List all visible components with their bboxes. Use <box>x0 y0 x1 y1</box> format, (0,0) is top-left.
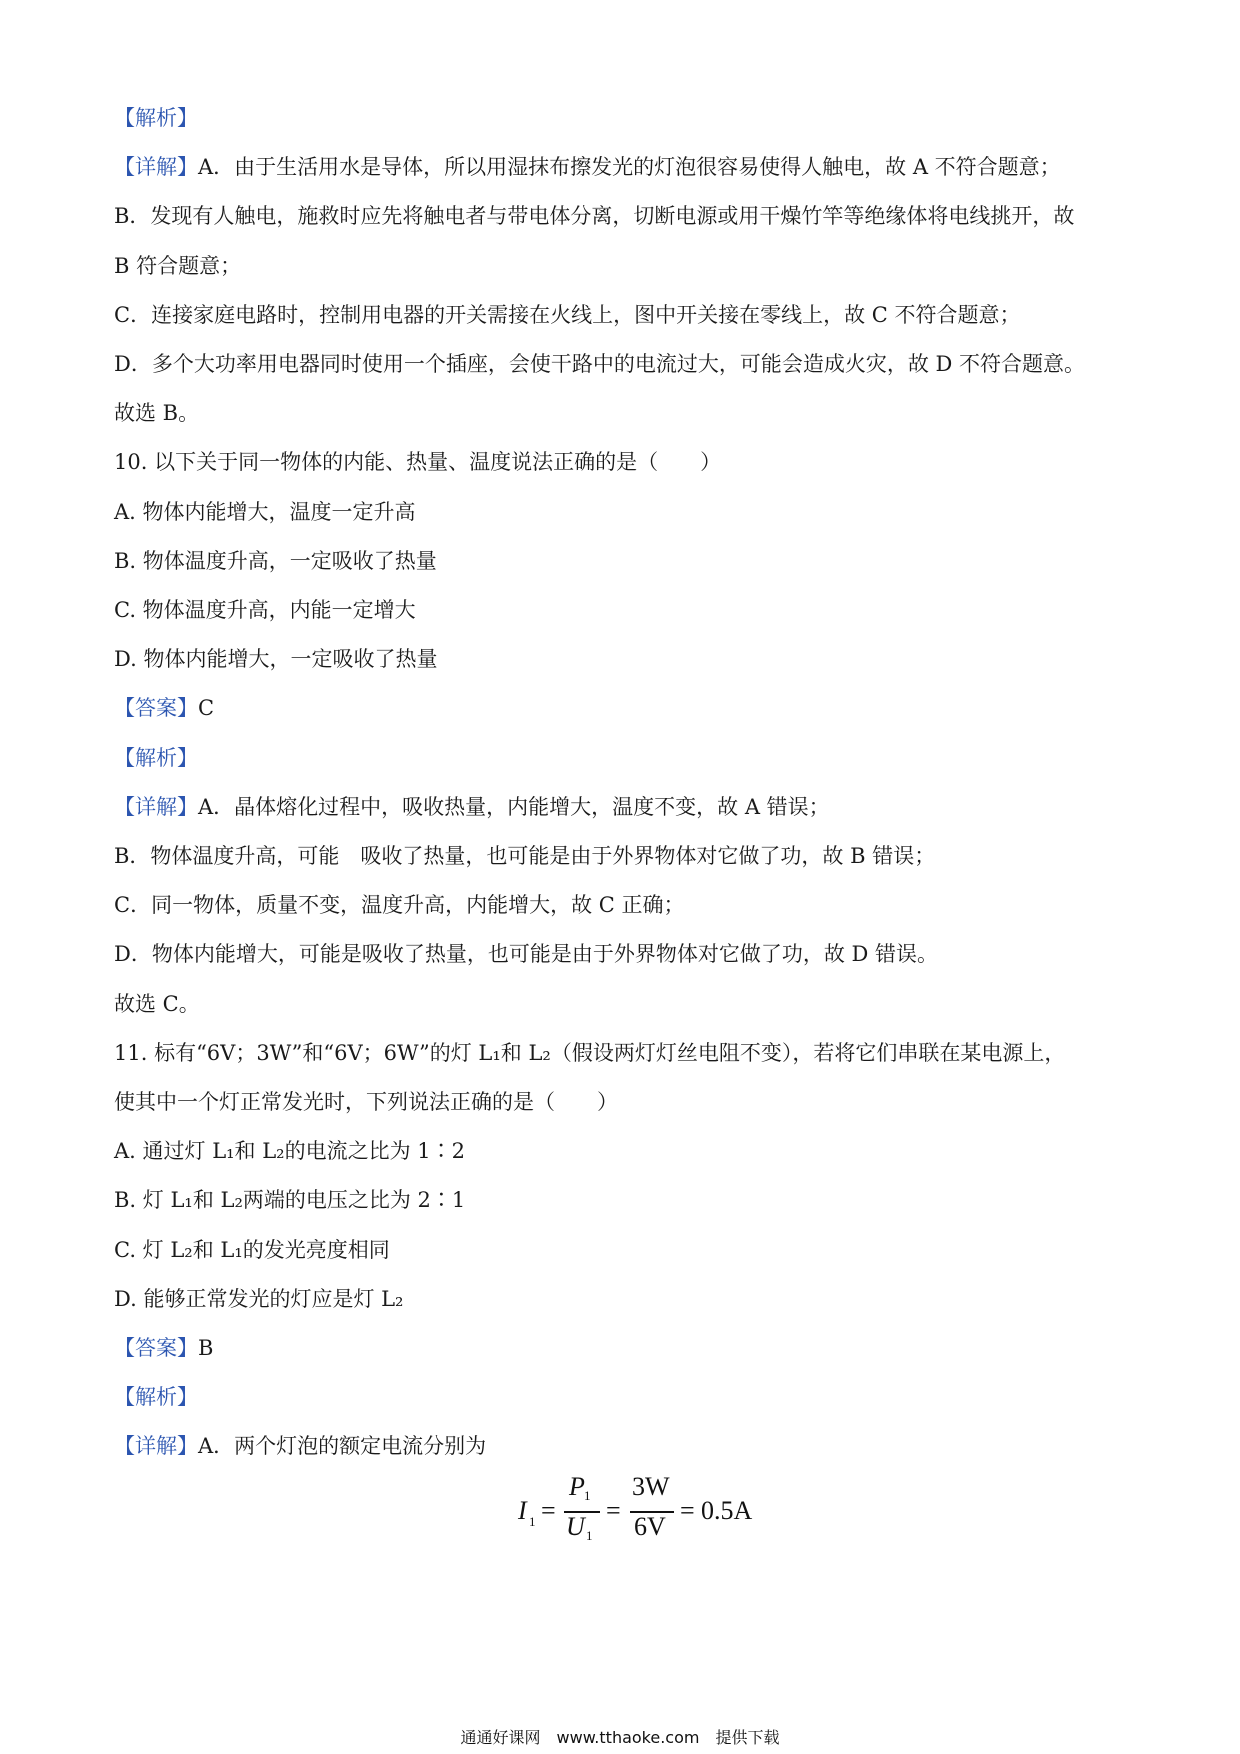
formula-P: P <box>569 1472 585 1501</box>
text-line <box>114 1038 1134 1068</box>
section-label: 【详解】 <box>114 155 198 180</box>
formula-U: U <box>566 1512 585 1541</box>
text-line <box>114 841 1134 871</box>
text-line <box>114 792 1134 822</box>
text-line <box>114 546 1134 576</box>
line-text: C <box>198 696 215 721</box>
text-line <box>114 1235 1134 1265</box>
formula-numerator: 3W <box>632 1472 670 1501</box>
text-line <box>114 743 1134 773</box>
line-text: 使其中一个灯正常发光时，下列说法正确的是（ ） <box>114 1090 618 1114</box>
text-line <box>114 251 1134 281</box>
formula-I-subscript: 1 <box>529 1514 536 1529</box>
line-text: A．晶体熔化过程中，吸收热量，内能增大，温度不变，故 A 错误； <box>198 794 830 819</box>
line-text: B．物体温度升高，可能 吸收了热量，也可能是由于外界物体对它做了功，故 B 错误； <box>114 844 936 868</box>
text-line <box>114 447 1134 477</box>
line-text: B 符合题意； <box>114 253 242 278</box>
section-label: 【解析】 <box>114 1385 198 1410</box>
section-label: 【详解】 <box>114 1434 198 1459</box>
text-line <box>114 103 1134 133</box>
text-line <box>114 989 1134 1019</box>
line-text: 11. 标有“6V；3W”和“6V；6W”的灯 L₁和 L₂（假设两灯灯丝电阻不变），若将它们串联在某电源上， <box>114 1040 1066 1065</box>
line-text: B. 物体温度升高，一定吸收了热量 <box>114 548 437 573</box>
line-text: A．由于生活用水是导体，所以用湿抹布擦发光的灯泡很容易使得人触电，故 A 不符合题意； <box>198 155 1061 180</box>
formula-result: 0.5A <box>701 1496 753 1525</box>
line-text: B．发现有人触电，施救时应先将触电者与带电体分离，切断电源或用干燥竹竿等绝缘体将电线挑开，故 <box>114 204 1075 229</box>
line-text: C. 物体温度升高，内能一定增大 <box>114 598 416 622</box>
text-line <box>114 595 1134 625</box>
formula-P-subscript: 1 <box>584 1488 591 1503</box>
current-formula <box>508 1472 753 1546</box>
line-text: D．物体内能增大，可能是吸收了热量，也可能是由于外界物体对它做了功，故 D 错误。 <box>114 942 939 967</box>
text-line <box>114 497 1134 527</box>
line-text: 故选 C。 <box>114 991 200 1016</box>
section-label: 【解析】 <box>114 106 198 130</box>
text-line <box>114 349 1134 379</box>
line-text: 10. 以下关于同一物体的内能、热量、温度说法正确的是（ ） <box>114 450 722 475</box>
text-line <box>114 890 1134 920</box>
line-text: 故选 B。 <box>114 401 200 426</box>
formula-I: I <box>518 1496 527 1525</box>
line-text: C．连接家庭电路时，控制用电器的开关需接在火线上，图中开关接在零线上，故 C 不符合题意； <box>114 302 1021 327</box>
line-text: C．同一物体，质量不变，温度升高，内能增大，故 C 正确； <box>114 893 685 918</box>
section-label: 【解析】 <box>114 745 198 770</box>
formula-equals-3: = <box>680 1496 695 1525</box>
text-line <box>114 152 1134 182</box>
line-text: A. 物体内能增大，温度一定升高 <box>114 499 416 524</box>
section-label: 【答案】 <box>114 696 198 721</box>
text-line <box>114 1382 1134 1412</box>
section-label: 【详解】 <box>114 794 198 819</box>
line-text: D. 物体内能增大，一定吸收了热量 <box>114 647 438 672</box>
formula-U-subscript: 1 <box>586 1528 593 1543</box>
formula-denominator: 6V <box>634 1512 666 1541</box>
text-line <box>114 939 1134 969</box>
section-label: 【答案】 <box>114 1336 198 1360</box>
line-text: B. 灯 L₁和 L₂两端的电压之比为 2∶1 <box>114 1188 466 1213</box>
text-line <box>114 1284 1134 1314</box>
text-line <box>114 1136 1134 1166</box>
text-line <box>114 1185 1134 1215</box>
text-line <box>114 1333 1134 1363</box>
text-line <box>114 300 1134 330</box>
text-line <box>114 693 1134 723</box>
formula-equals-2: = <box>606 1496 621 1525</box>
line-text: C. 灯 L₂和 L₁的发光亮度相同 <box>114 1237 390 1262</box>
text-line <box>114 201 1134 231</box>
page-footer: 通通好课网 www.tthaoke.com 提供下载 <box>460 1728 780 1747</box>
text-line <box>114 1087 1134 1117</box>
formula-equals-1: = <box>541 1496 556 1525</box>
line-text: A. 通过灯 L₁和 L₂的电流之比为 1∶2 <box>114 1139 465 1164</box>
text-line <box>114 1431 1134 1461</box>
line-text: B <box>198 1336 214 1360</box>
line-text: D. 能够正常发光的灯应是灯 L₂ <box>114 1286 404 1311</box>
line-text: A．两个灯泡的额定电流分别为 <box>198 1434 487 1459</box>
line-text: D．多个大功率用电器同时使用一个插座，会使干路中的电流过大，可能会造成火灾，故 D 不符合题意。 <box>114 352 1086 376</box>
text-line <box>114 398 1134 428</box>
text-line <box>114 644 1134 674</box>
